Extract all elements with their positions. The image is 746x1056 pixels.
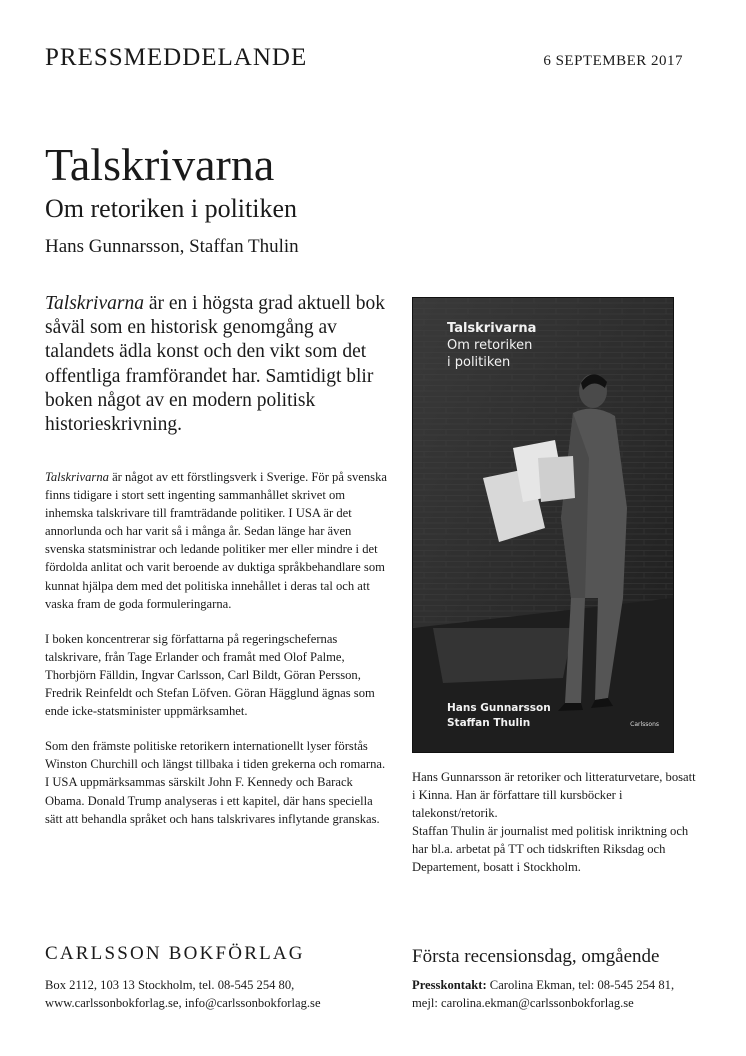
bio-gunnarsson: Hans Gunnarsson är retoriker och litteraturvetare, bosatt i Kinna. Han är författare till kursböcker i talekonst/retorik. (412, 770, 696, 821)
body-paragraph-3: Som den främste politiske retorikern internationellt lyser förstås Winston Churchill och längst tillbaka i tiden grekerna och romarna. I USA uppmärksammas särskilt John F. Kennedy och Barack Obama. Donald Trump analyseras i ett kapitel, där hans speciella sätt att behandla språket och hans talskrivares inflytande granskas. (45, 739, 386, 826)
contact-phone: Carolina Ekman, tel: 08-545 254 81, (486, 978, 675, 992)
body-paragraph-2: I boken koncentrerar sig författarna på regeringschefernas talskrivare, från Tage Erlander och framåt med Olof Palme, Thorbjörn Fälldin, Ingvar Carlsson, Carl Bildt, Göran Persson, Fredrik Reinfeldt och Stefan Löfven. Göran Hägglund ägnas som ende icke-statsminister uppmärksamhet. (45, 631, 375, 719)
contact-line-1 (412, 976, 712, 994)
body-paragraph-1 (45, 468, 390, 613)
cover-title-block (447, 320, 536, 371)
cover-subtitle-2: i politiken (447, 355, 511, 370)
press-contact (412, 976, 712, 1012)
address-line-2: www.carlssonbokforlag.se, info@carlssonbokforlag.se (45, 996, 321, 1010)
cover-subtitle-1: Om retoriken (447, 338, 533, 353)
address-line-1: Box 2112, 103 13 Stockholm, tel. 08-545 254 80, (45, 978, 295, 992)
lead-book-title: Talskrivarna (45, 293, 144, 314)
publisher-address (45, 976, 390, 1012)
body-text (45, 468, 390, 845)
publisher-footer (45, 940, 390, 1012)
author-bios (412, 768, 702, 877)
release-date: 6 SEPTEMBER 2017 (543, 53, 683, 69)
book-subtitle: Om retoriken i politiken (45, 194, 298, 223)
cover-authors (447, 701, 551, 731)
lead-paragraph (45, 292, 385, 437)
body-book-title: Talskrivarna (45, 470, 109, 484)
publisher-name: CARLSSON BOKFÖRLAG (45, 943, 305, 964)
book-authors: Hans Gunnarsson, Staffan Thulin (45, 236, 299, 257)
book-title: Talskrivarna (45, 139, 275, 190)
cover-author-2: Staffan Thulin (447, 717, 531, 729)
document-header (45, 44, 685, 84)
body-paragraph-1-text: är något av ett förstlingsverk i Sverige. För på svenska finns tidigare i stort sett ingenting sammanhållet skrivet om inhemska talskrivare till framträdande politiker. I USA är det annorlunda och har varit så i många år. Sedan länge har även svenska statsministrar och ledande politiker mer eller mindre i det fördolda anlitat och varit beroende av duktiga språkbehandlare som kunnat hjälpa dem med det politiska innehållet i deras tal och att vaska fram de goda formuleringarna. (45, 470, 387, 611)
cover-author-1: Hans Gunnarsson (447, 702, 551, 714)
press-release-label: PRESSMEDDELANDE (45, 44, 308, 71)
review-date: Första recensionsdag, omgående (412, 946, 660, 967)
book-cover-image (412, 297, 674, 753)
bio-thulin: Staffan Thulin är journalist med politisk inriktning och har bl.a. arbetat på TT och tidskriften Riksdag och Departement, bosatt i Stockholm. (412, 824, 689, 875)
contact-email: mejl: carolina.ekman@carlssonbokforlag.se (412, 996, 634, 1010)
lead-text: är en i högsta grad aktuell bok såväl som en historisk genomgång av talandets ädla konst och den vikt som det offentliga framförandet har. Samtidigt blir boken något av en modern politisk historieskrivning. (45, 293, 385, 436)
contact-label: Presskontakt: (412, 978, 487, 992)
press-contact-footer (412, 944, 712, 1012)
cover-title: Talskrivarna (447, 321, 537, 336)
cover-publisher: Carlssons (630, 721, 659, 728)
